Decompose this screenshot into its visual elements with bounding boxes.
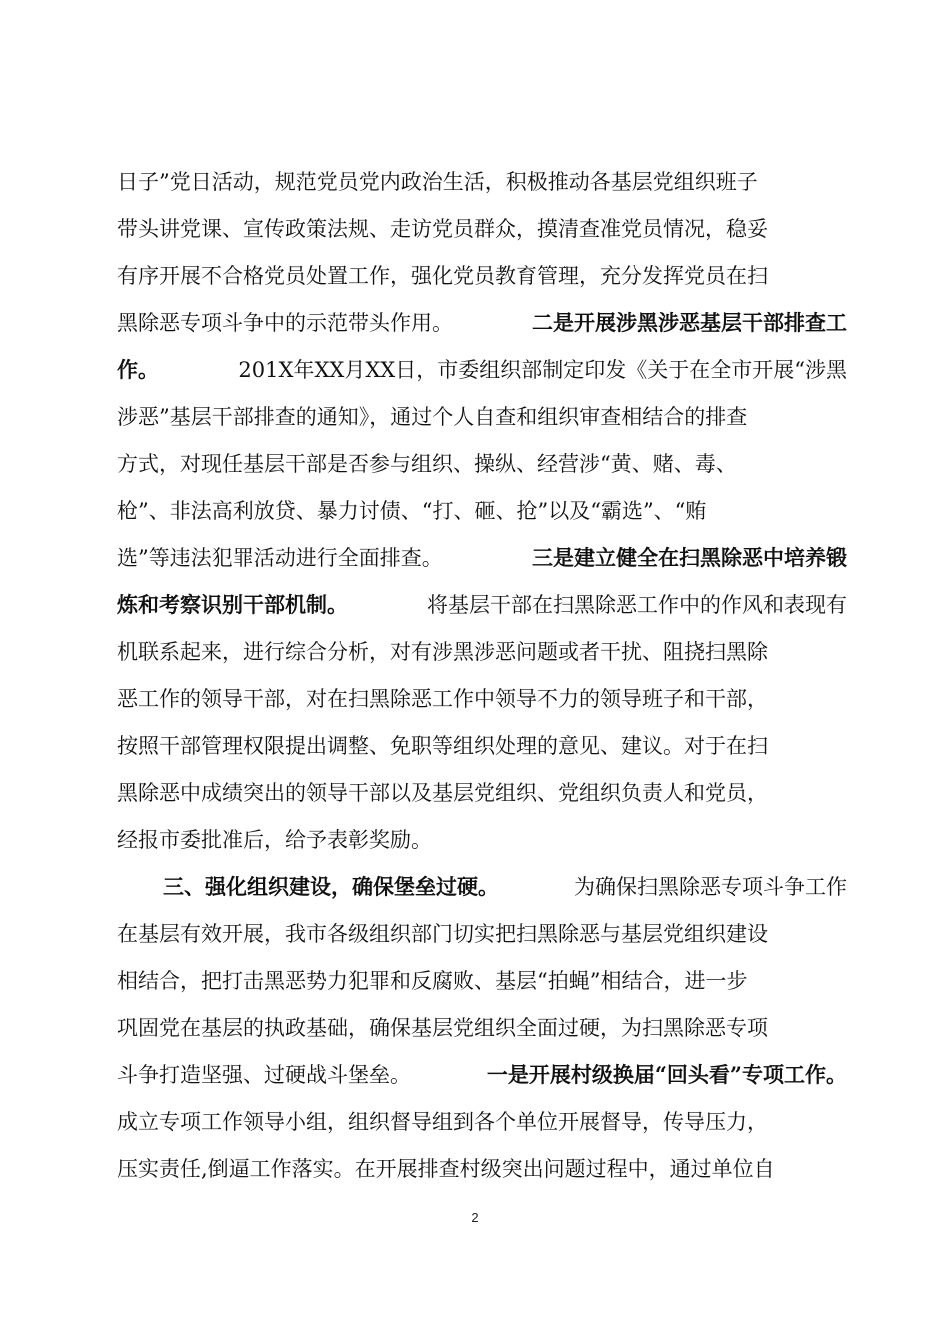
text-line: 枪”、非法高利放贷、暴力讨债、“打、砸、抢”以及“霸选”、“贿: [117, 499, 707, 523]
text-line: 相结合，把打击黑恶势力犯罪和反腐败、基层“拍蝇”相结合，进一步: [117, 969, 748, 993]
text-line: 涉恶”基层干部排查的通知》，通过个人自查和组织审查相结合的排查: [117, 405, 748, 429]
page-number: 2: [471, 1210, 479, 1225]
text-line: 在基层有效开展，我市各级组织部门切实把扫黑除恶与基层党组织建设: [117, 922, 768, 946]
text-line: 作。 201X年XX月XX日，市委组织部制定印发《关于在全市开展“涉黑: [117, 347, 847, 391]
text-line: 黑除恶专项斗争中的示范带头作用。 二是开展涉黑涉恶基层干部排查工: [117, 300, 847, 344]
text-line: 成立专项工作领导小组，组织督导组到各个单位开展督导，传导压力，: [117, 1110, 768, 1134]
text-line: 经报市委批准后，给予表彰奖励。: [117, 828, 432, 852]
text-line: 按照干部管理权限提出调整、免职等组织处理的意见、建议。对于在扫: [117, 734, 768, 758]
text-line: 带头讲党课、宣传政策法规、走访党员群众，摸清查准党员情况，稳妥: [117, 217, 768, 241]
text-line: 有序开展不合格党员处置工作，强化党员教育管理，充分发挥党员在扫: [117, 264, 768, 288]
text-line: 日子”党日活动，规范党员党内政治生活，积极推动各基层党组织班子: [117, 170, 758, 194]
text-line: 炼和考察识别干部机制。 将基层干部在扫黑除恶工作中的作风和表现有: [117, 582, 847, 626]
text-line: 压实责任,倒逼工作落实。在开展排查村级突出问题过程中，通过单位自: [117, 1157, 775, 1181]
bold-heading: 作。: [117, 357, 159, 382]
text-line: 黑除恶中成绩突出的领导干部以及基层党组织、党组织负责人和党员，: [117, 781, 768, 805]
text-line: 巩固党在基层的执政基础，确保基层党组织全面过硬，为扫黑除恶专项: [117, 1016, 768, 1040]
text-line: 机联系起来，进行综合分析，对有涉黑涉恶问题或者干扰、阻挠扫黑除: [117, 640, 768, 664]
text-line: 选”等违法犯罪活动进行全面排查。 三是建立健全在扫黑除恶中培养锻: [117, 535, 847, 579]
bold-heading: 炼和考察识别干部机制。: [117, 592, 348, 617]
text-line: 恶工作的领导干部，对在扫黑除恶工作中领导不力的领导班子和干部，: [117, 687, 768, 711]
text-line: 方式，对现任基层干部是否参与组织、操纵、经营涉“黄、赌、毒、: [117, 452, 737, 476]
text-line: 斗争打造坚强、过硬战斗堡垒。 一是开展村级换届“回头看”专项工作。: [117, 1052, 847, 1096]
section-heading: 三、强化组织建设，确保堡垒过硬。: [163, 874, 499, 899]
bold-heading: 一是开展村级换届“回头看”专项工作。: [486, 1062, 847, 1087]
bold-heading: 三是建立健全在扫黑除恶中培养锻: [532, 545, 847, 570]
text-line: 三、强化组织建设，确保堡垒过硬。 为确保扫黑除恶专项斗争工作: [163, 864, 847, 908]
bold-heading: 二是开展涉黑涉恶基层干部排查工: [532, 310, 847, 335]
